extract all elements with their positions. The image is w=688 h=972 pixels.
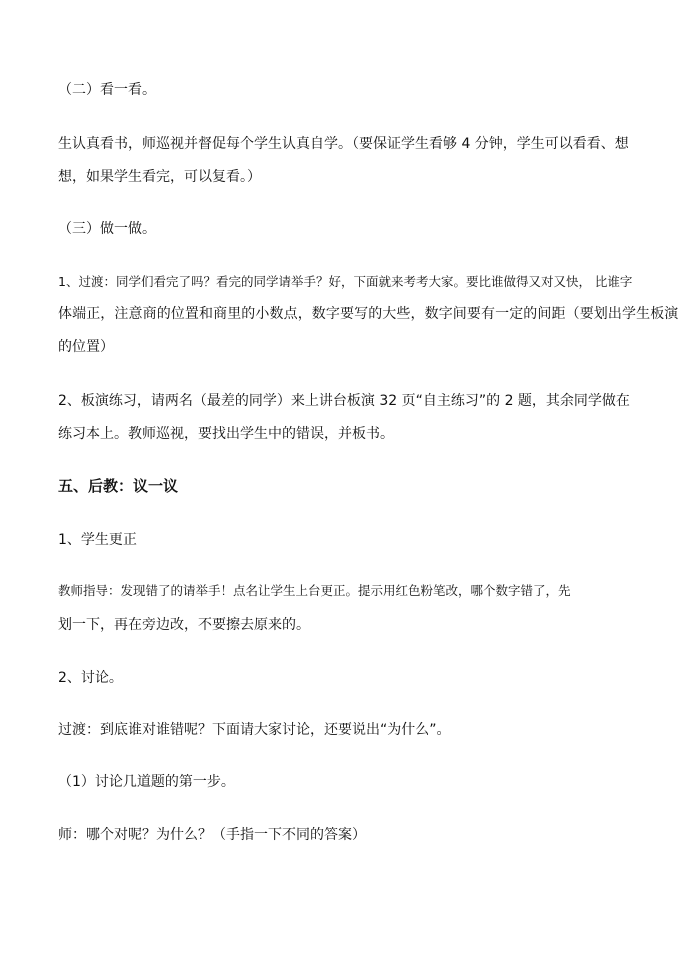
paragraph-line: （1）讨论几道题的第一步。: [58, 774, 235, 790]
section-heading-discuss: 五、后教：议一议: [58, 477, 179, 495]
paragraph-line: 想，如果学生看完，可以复看。）: [58, 169, 261, 185]
paragraph-line: 过渡：到底谁对谁错呢？下面请大家讨论，还要说出“为什么”。: [58, 722, 451, 738]
paragraph-line: 1、学生更正: [58, 532, 137, 548]
paragraph-line: 2、讨论。: [58, 670, 123, 686]
paragraph-line: 2、板演练习，请两名（最差的同学）来上讲台板演 32 页“自主练习”的 2 题，其余同学做在: [58, 393, 630, 409]
section-heading-look: （二）看一看。: [58, 82, 156, 98]
paragraph-line: 教师指导：发现错了的请举手！点名让学生上台更正。提示用红色粉笔改，哪个数字错了，先: [58, 583, 571, 598]
paragraph-line: 师：哪个对呢？为什么？（手指一下不同的答案）: [58, 827, 366, 843]
paragraph-line: 生认真看书，师巡视并督促每个学生认真自学。（要保证学生看够 4 分钟，学生可以看看、想: [58, 136, 629, 152]
section-heading-do: （三）做一做。: [58, 221, 156, 237]
paragraph-line: 练习本上。教师巡视，要找出学生中的错误，并板书。: [58, 426, 394, 442]
paragraph-line: 体端正，注意商的位置和商里的小数点，数字要写的大些，数字间要有一定的间距（要划出学生板演: [58, 306, 679, 322]
paragraph-line: 的位置）: [58, 339, 114, 355]
paragraph-line: 划一下，再在旁边改，不要擦去原来的。: [58, 617, 310, 633]
paragraph-line: 1、过渡：同学们看完了吗？看完的同学请举手？好，下面就来考考大家。要比谁做得又对又快， 比谁字: [58, 274, 633, 289]
